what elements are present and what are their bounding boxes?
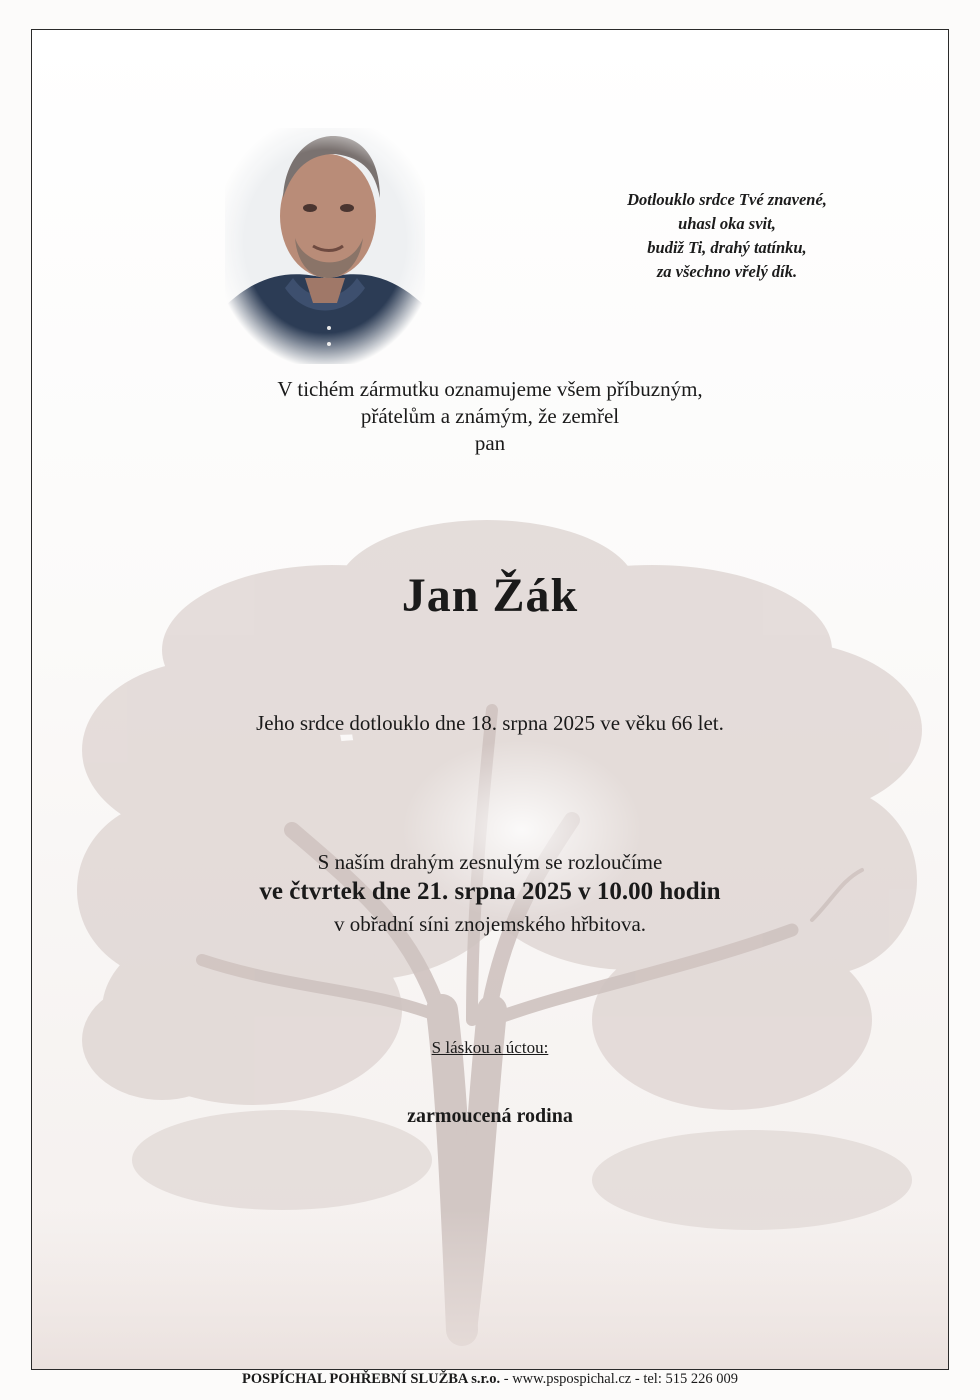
farewell-location: v obřadní síni znojemského hřbitova. (333, 912, 647, 936)
farewell-intro: S naším drahým zesnulým se rozloučíme (317, 850, 663, 874)
closing-phrase (0, 1038, 980, 1058)
footer-company: POSPÍCHAL POHŘEBNÍ SLUŽBA s.r.o. (242, 1371, 501, 1387)
poem-line: za všechno vřelý dík. (656, 262, 798, 281)
announcement-line: přátelům a známým, že zemřel (360, 404, 620, 428)
notice-frame (31, 29, 949, 1370)
footer-contact: - www.pspospichal.cz - tel: 515 226 009 (500, 1371, 738, 1387)
announcement-line: pan (474, 431, 506, 455)
announcement-text (0, 376, 980, 457)
poem-line: uhasl oka svit, (678, 214, 776, 233)
poem-line: Dotlouklo srdce Tvé znavené, (627, 190, 827, 209)
footer (0, 1371, 980, 1388)
farewell-date-time: ve čtvrtek dne 21. srpna 2025 v 10.00 hodin (259, 878, 721, 905)
announcement-line: V tichém zármutku oznamujeme všem příbuzným, (277, 377, 703, 401)
memorial-poem (512, 188, 942, 284)
closing-phrase-text: S láskou a úctou: (431, 1038, 549, 1057)
portrait-photo (225, 128, 425, 364)
signature: zarmoucená rodina (407, 1105, 573, 1127)
death-date-text: Jeho srdce dotlouklo dne 18. srpna 2025 ve věku 66 let. (256, 711, 724, 735)
poem-line: budiž Ti, drahý tatínku, (647, 238, 807, 257)
deceased-name: Jan Žák (401, 569, 579, 622)
